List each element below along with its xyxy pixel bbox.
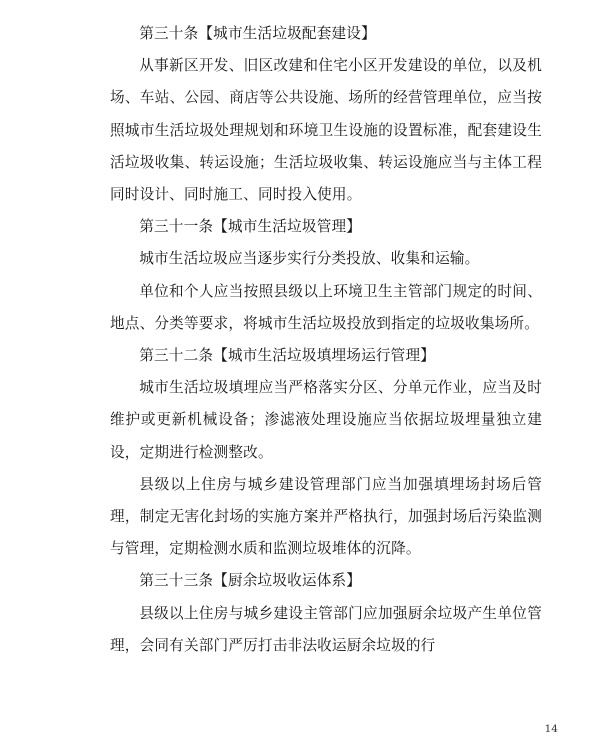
article-30-heading: 第三十条【城市生活垃圾配套建设】 xyxy=(139,25,376,42)
article-32-body-1: 城市生活垃圾填埋应当严格落实分区、分单元作业，应当及时维护或更新机械设备；渗滤液处理设施应当依据垃圾埋量独立建设，定期进行检测整改。 xyxy=(110,379,542,461)
article-33-body-1: 县级以上住房与城乡建设主管部门应加强厨余垃圾产生单位管理，会同有关部门严厉打击非法收运厨余垃圾的行 xyxy=(110,604,542,654)
article-31-heading: 第三十一条【城市生活垃圾管理】 xyxy=(139,218,362,236)
article-31-body-1: 城市生活垃圾应当逐步实行分类投放、收集和运输。 xyxy=(139,250,480,268)
article-30-body-1: 从事新区开发、旧区改建和住宅小区开发建设的单位，以及机场、车站、公园、商店等公共设施、场所的经营管理单位，应当按照城市生活垃圾处理规划和环境卫生设施的设置标准，配套建设生活垃圾收集、转运设施；生活垃圾收集、转运设施应当与主体工程同时设计、同时施工、同时投入使用。 xyxy=(110,57,542,204)
article-33-heading: 第三十三条【厨余垃圾收运体系】 xyxy=(139,572,362,590)
page-number: 14 xyxy=(544,723,558,735)
document-body xyxy=(110,18,542,662)
article-32-heading: 第三十二条【城市生活垃圾填埋场运行管理】 xyxy=(139,347,436,365)
article-31-body-2: 单位和个人应当按照县级以上环境卫生主管部门规定的时间、地点、分类等要求，将城市生活垃圾投放到指定的垃圾收集场所。 xyxy=(110,282,542,332)
article-32-body-2: 县级以上住房与城乡建设管理部门应当加强填埋场封场后管理，制定无害化封场的实施方案并严格执行，加强封场后污染监测与管理，定期检测水质和监测垃圾堆体的沉降。 xyxy=(110,475,542,558)
